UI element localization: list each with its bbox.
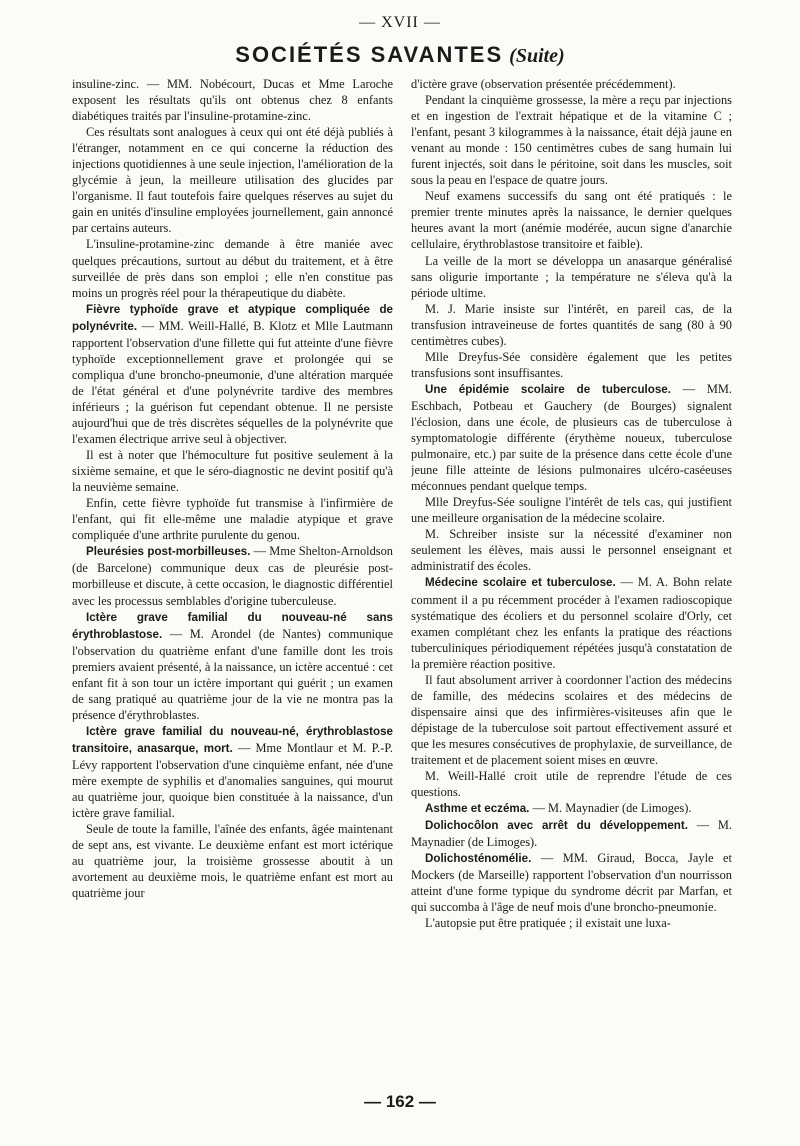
paragraph-text: M. Weill-Hallé croit utile de reprendre l'étude de ces questions.	[411, 769, 732, 800]
paragraph-heading: Ictère grave familial du nouveau-né sans érythroblastose.	[72, 610, 393, 641]
paragraph-text: insuline-zinc. — MM. Nobécourt, Ducas et Mme Laroche exposent les résultats qu'ils ont obtenus chez 8 enfants diabétiques traités par l'insuline-protamine-zinc.	[72, 77, 393, 124]
paragraph	[411, 915, 732, 931]
paragraph	[72, 495, 393, 543]
paragraph-text: — M. Arondel (de Nantes) communique l'observation du quatrième enfant d'une famille dont les trois premiers avaient présenté, à la naissance, un ictère accentué : cet enfant fit à son tour un ictère important qui guérit ; un examen de sang pratiqué au quatrième jour de la vie ne montra pas la présence d'érythroblastes.	[72, 626, 393, 722]
paragraph-text: — MM. Weill-Hallé, B. Klotz et Mlle Lautmann rapportent l'observation d'une fillette qui fut atteinte d'une fièvre typhoïde exceptionnellement grave et prolongée qui se compliqua d'une broncho-pneumonie, d'une altération marquée de l'état général et d'une polynévrite tardive des membres inférieurs ; la guérison fut cependant obtenue. Il ne persiste aujourd'hui que de très discrètes séquelles de la polynévrite que l'examen électrique arrive seul à objectiver.	[72, 318, 393, 447]
paragraph-heading: Ictère grave familial du nouveau-né, érythroblastose transitoire, anasarque, mort.	[72, 724, 393, 755]
paragraph-text: Il faut absolument arriver à coordonner l'action des médecins de famille, des médecins scolaires et des médecins de dispensaire ainsi que des infirmières-visiteuses afin que le dépistage de la tuberculose soit partout effectivement assuré et que les mesures consécutives de prophylaxie, de surveillance, de traitement et de placement soient mises en œuvre.	[411, 672, 732, 767]
paragraph	[411, 817, 732, 850]
paragraph-text: — M. Maynadier (de Limoges).	[411, 818, 732, 850]
paragraph	[72, 236, 393, 300]
paragraph	[411, 381, 732, 494]
paragraph-text: Il est à noter que l'hémoculture fut positive seulement à la sixième semaine, et que le séro-diagnostic ne devint positif qu'à la neuvième semaine.	[72, 448, 393, 495]
paragraph	[72, 543, 393, 608]
paragraph-text: Ces résultats sont analogues à ceux qui ont été déjà publiés à l'étranger, notamment en ce qui concerne la réduction des injections quotidiennes à une seule injection, l'amélioration de la glycémie à jeun, la meilleure utilisation des glucides par l'organisme. Il faut toutefois faire quelques réserves au sujet du gain en unités d'insuline employées journellement, gain annoncé par certains auteurs.	[72, 125, 393, 236]
paragraph	[72, 609, 393, 723]
paragraph	[411, 800, 732, 817]
paragraph-heading: Dolichocôlon avec arrêt du développement.	[425, 819, 688, 833]
paragraph	[72, 76, 393, 124]
paragraph-text: Mlle Dreyfus-Sée souligne l'intérêt de tels cas, qui justifient une meilleure organisation de la médecine scolaire.	[411, 495, 732, 526]
paragraph-text: Pendant la cinquième grossesse, la mère a reçu par injections et en ingestion de l'extrait hépatique et de la vitamine C ; l'enfant, pesant 3 kilogrammes à la naissance, était déjà jaune en venant au monde : 150 centimètres cubes de sang humain lui furent injectés, soit dans le péritoine, soit dans les muscles, soit sous la peau en l'espace de quatre jours.	[411, 93, 732, 188]
paragraph-heading: Fièvre typhoïde grave et atypique compliquée de polynévrite.	[72, 302, 393, 333]
paragraph-text: L'insuline-protamine-zinc demande à être maniée avec quelques précautions, surtout au début du traitement, et à être surveillée de près dans son emploi ; elle n'en constitue pas moins un progrès réel pour la thérapeutique du diabète.	[72, 237, 393, 300]
text-columns	[72, 76, 732, 1066]
paragraph-text: d'ictère grave (observation présentée précédemment).	[411, 77, 676, 91]
paragraph	[411, 574, 732, 671]
heading-title: SOCIÉTÉS SAVANTES	[235, 42, 504, 67]
paragraph-text: — Mme Montlaur et M. P.-P. Lévy rapportent l'observation d'une cinquième enfant, née d'une mère exempte de syphilis et d'anomalies sanguines, qui mourut au quatrième jour, quoique bien constituée à la naissance, d'un ictère grave familial.	[72, 740, 393, 821]
paragraph	[411, 253, 732, 301]
paragraph	[411, 494, 732, 526]
paragraph	[72, 447, 393, 495]
paragraph-heading: Médecine scolaire et tuberculose.	[425, 576, 616, 590]
paragraph	[72, 124, 393, 236]
paragraph	[411, 301, 732, 349]
paragraph	[411, 672, 732, 768]
paragraph-text: L'autopsie put être pratiquée ; il existait une luxa-	[425, 916, 671, 931]
paragraph	[411, 526, 732, 574]
paragraph	[411, 768, 732, 800]
paragraph-heading: Pleurésies post-morbilleuses.	[86, 545, 251, 559]
paragraph	[72, 821, 393, 901]
paragraph-text: Mlle Dreyfus-Sée considère également que les petites transfusions sont insuffisantes.	[411, 349, 732, 380]
paragraph-text: Enfin, cette fièvre typhoïde fut transmise à l'infirmière de l'enfant, qui fit elle-même une maladie atypique et grave compliquée d'une arthrite purulente du genou.	[72, 496, 393, 543]
paragraph-text: M. Schreiber insiste sur la nécessité d'examiner non seulement les élèves, mais aussi le personnel enseignant et administratif des écoles.	[411, 527, 732, 574]
paragraph-text: — MM. Giraud, Bocca, Jayle et Mockers (de Marseille) rapportent l'observation d'un nourrisson atteint d'une forme typique du syndrome décrit par Marfan, et qui succomba à l'âge de neuf mois d'une broncho-pneumonie.	[411, 851, 732, 915]
paragraph-text: La veille de la mort se développa un anasarque généralisé sans oligurie importante ; la température ne s'éleva qu'à la période ultime.	[411, 253, 732, 300]
heading-suffix: (Suite)	[509, 45, 565, 67]
page-heading	[0, 42, 800, 68]
paragraph	[411, 850, 732, 915]
paragraph	[411, 349, 732, 381]
paragraph	[411, 76, 732, 92]
paragraph-text: — MM. Eschbach, Potbeau et Gauchery (de Bourges) signalent l'éclosion, dans une école, de plusieurs cas de tuberculose à symptomatologie différente (érythème noueux, tuberculose pulmonaire, etc.) par suite de la présence dans cette école d'une jeune fille atteinte de lésions pulmonaires ulcéro-caséeuses méconnues pendant quelque temps.	[411, 381, 732, 494]
paragraph-text: M. J. Marie insiste sur l'intérêt, en pareil cas, de la transfusion intraveineuse de fortes quantités de sang (80 à 90 centimètres cubes).	[411, 301, 732, 348]
paragraph-heading: Dolichosténomélie.	[425, 852, 532, 866]
page-number: — 162 —	[364, 1092, 436, 1111]
paragraph-text: — M. A. Bohn relate comment il a pu récemment procéder à l'examen radioscopique systématique des écoliers et du personnel scolaire d'Orly, cet examen complétant chez les enfants la pratique des réactions tuberculiniques périodiquement répétées jusqu'à constatation de la première réaction positive.	[411, 575, 732, 671]
paragraph-text: — Mme Shelton-Arnoldson (de Barcelone) communique deux cas de pleurésie post-morbilleuse et discute, à cette occasion, le diagnostic différentiel avec les processus semblables d'origine tuberculeuse.	[72, 544, 393, 608]
paragraph	[72, 301, 393, 447]
paragraph	[411, 188, 732, 252]
paragraph	[72, 723, 393, 821]
section-folio: — XVII —	[359, 14, 441, 31]
paragraph-text: — M. Maynadier (de Limoges).	[529, 801, 692, 816]
paragraph-text: Neuf examens successifs du sang ont été pratiqués : le premier trente minutes après la naissance, le dernier quelques heures avant la mort (anémie modérée, aucun signe d'anarchie cellulaire, érythroblastose transitoire et faible).	[411, 189, 732, 252]
paragraph	[411, 92, 732, 188]
paragraph-heading: Une épidémie scolaire de tuberculose.	[425, 382, 671, 396]
paragraph-heading: Asthme et eczéma.	[425, 802, 530, 816]
right-column	[411, 76, 732, 1066]
paragraph-text: Seule de toute la famille, l'aînée des enfants, âgée maintenant de sept ans, est vivante. Le deuxième enfant est mort ictérique au quatrième jour, la troisième grossesse aboutit à un avortement au deuxième mois, le quatrième enfant est mort au quatrième jour	[72, 822, 393, 901]
left-column	[72, 76, 393, 1066]
